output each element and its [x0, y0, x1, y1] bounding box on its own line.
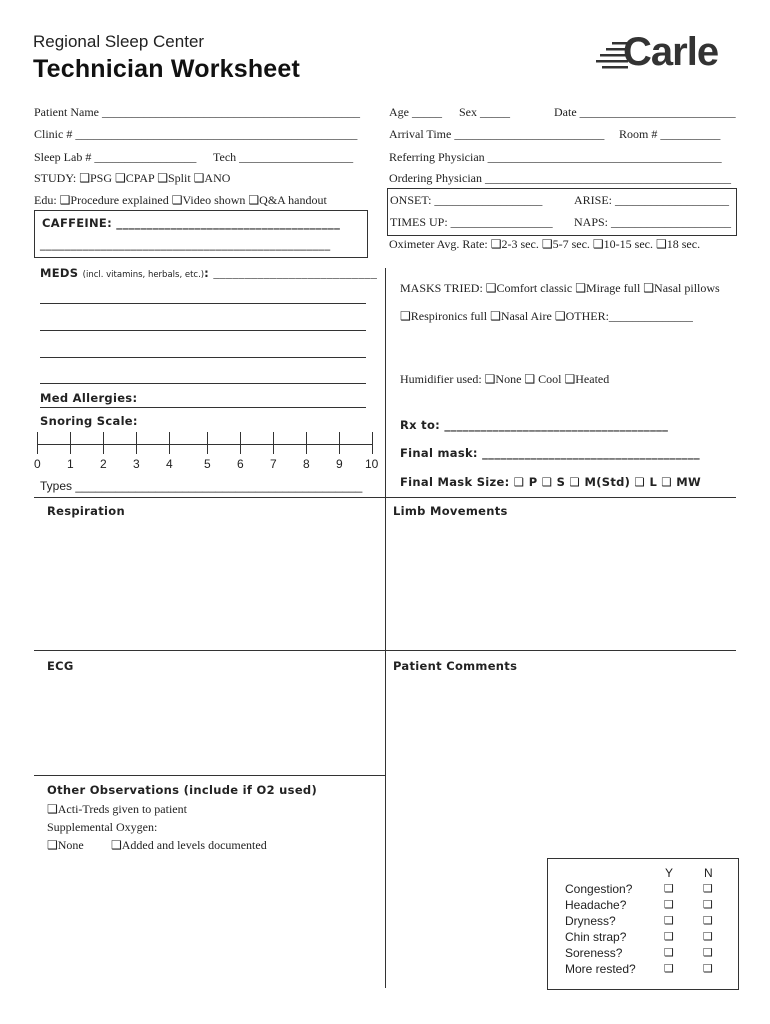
- scale-tick: [306, 432, 307, 454]
- carle-logo: [596, 30, 741, 78]
- room-field[interactable]: Room # __________: [619, 127, 721, 141]
- yes-column-header: Y: [665, 866, 674, 880]
- sex-field[interactable]: Sex _____: [459, 105, 510, 119]
- scale-tick: [103, 432, 104, 454]
- scale-tick: [339, 432, 340, 454]
- page-title: Technician Worksheet: [33, 55, 301, 83]
- patient-comments-heading: Patient Comments: [393, 659, 518, 673]
- logo-text: Carle: [623, 30, 719, 74]
- symptom-label: Congestion?: [565, 882, 633, 896]
- scale-tick: [136, 432, 137, 454]
- symptom-yes-checkbox[interactable]: ❑: [664, 930, 674, 943]
- types-field[interactable]: Types ___________________________________________: [40, 479, 363, 493]
- limb-movements-heading: Limb Movements: [393, 504, 508, 518]
- arrival-time-field[interactable]: Arrival Time _________________________: [389, 127, 605, 141]
- caffeine-line[interactable]: ________________________________________________: [40, 237, 331, 251]
- final-mask-field[interactable]: Final mask: ____________________________________: [400, 446, 700, 460]
- no-column-header: N: [704, 866, 713, 880]
- divider-respiration: [34, 497, 736, 498]
- supplemental-oxygen-label: Supplemental Oxygen:: [47, 820, 158, 834]
- respiration-heading: Respiration: [47, 504, 125, 518]
- humidifier-options[interactable]: Humidifier used: ❑None ❑ Cool ❑Heated: [400, 372, 610, 386]
- center-name: Regional Sleep Center: [33, 32, 205, 51]
- meds-line-2[interactable]: [40, 330, 366, 331]
- divider-ecg: [34, 650, 736, 651]
- scale-tick: [273, 432, 274, 454]
- symptom-label: Chin strap?: [565, 930, 627, 944]
- symptom-label: Dryness?: [565, 914, 616, 928]
- scale-label: 0: [34, 457, 41, 471]
- sleep-lab-field[interactable]: Sleep Lab # _________________: [34, 150, 197, 164]
- meds-label: MEDS (incl. vitamins, herbals, etc.): __________________________: [40, 266, 378, 280]
- ordering-physician-field[interactable]: Ordering Physician _________________________________________: [389, 171, 731, 185]
- scale-tick: [169, 432, 170, 454]
- scale-label: 7: [270, 457, 277, 471]
- symptom-yes-checkbox[interactable]: ❑: [664, 914, 674, 927]
- scale-label: 6: [237, 457, 244, 471]
- tech-field[interactable]: Tech ___________________: [213, 150, 354, 164]
- meds-first-line[interactable]: __________________________: [213, 266, 378, 280]
- oxygen-added-checkbox[interactable]: ❑Added and levels documented: [111, 838, 267, 852]
- symptom-yes-checkbox[interactable]: ❑: [664, 882, 674, 895]
- scale-label: 5: [204, 457, 211, 471]
- other-observations-heading: Other Observations (include if O2 used): [47, 783, 318, 797]
- age-field[interactable]: Age _____: [389, 105, 442, 119]
- scale-label: 8: [303, 457, 310, 471]
- symptom-label: Soreness?: [565, 946, 623, 960]
- arise-field[interactable]: ARISE: ___________________: [574, 193, 730, 207]
- rx-to-field[interactable]: Rx to: _____________________________________: [400, 418, 669, 432]
- symptom-no-checkbox[interactable]: ❑: [703, 962, 713, 975]
- center-divider: [385, 268, 386, 988]
- caffeine-field[interactable]: CAFFEINE: _____________________________________: [42, 216, 341, 230]
- scale-baseline: [37, 444, 373, 445]
- symptom-no-checkbox[interactable]: ❑: [703, 882, 713, 895]
- snoring-scale-label: Snoring Scale:: [40, 414, 138, 428]
- scale-label: 2: [100, 457, 107, 471]
- symptom-no-checkbox[interactable]: ❑: [703, 914, 713, 927]
- scale-label: 9: [336, 457, 343, 471]
- scale-tick: [37, 432, 38, 454]
- acti-treds-checkbox[interactable]: ❑Acti-Treds given to patient: [47, 802, 187, 816]
- symptom-yes-checkbox[interactable]: ❑: [664, 898, 674, 911]
- onset-field[interactable]: ONSET: __________________: [390, 193, 543, 207]
- final-mask-size-options[interactable]: Final Mask Size: ❑ P ❑ S ❑ M(Std) ❑ L ❑ MW: [400, 475, 702, 489]
- symptom-yes-checkbox[interactable]: ❑: [664, 946, 674, 959]
- date-field[interactable]: Date __________________________: [554, 105, 736, 119]
- med-allergies-line[interactable]: [40, 407, 366, 408]
- scale-label: 4: [166, 457, 173, 471]
- symptom-yes-checkbox[interactable]: ❑: [664, 962, 674, 975]
- symptom-no-checkbox[interactable]: ❑: [703, 898, 713, 911]
- clinic-field[interactable]: Clinic # _______________________________________________: [34, 127, 358, 141]
- masks-tried-options-2[interactable]: ❑Respironics full ❑Nasal Aire ❑OTHER:______________: [400, 309, 693, 323]
- times-up-field[interactable]: TIMES UP: _________________: [390, 215, 553, 229]
- referring-physician-field[interactable]: Referring Physician _______________________________________: [389, 150, 722, 164]
- ecg-heading: ECG: [47, 659, 74, 673]
- scale-label: 10: [365, 457, 379, 471]
- masks-tried-options[interactable]: MASKS TRIED: ❑Comfort classic ❑Mirage full ❑Nasal pillows: [400, 281, 720, 295]
- scale-label: 3: [133, 457, 140, 471]
- divider-observations: [34, 775, 386, 776]
- edu-options[interactable]: Edu: ❑Procedure explained ❑Video shown ❑Q&A handout: [34, 193, 327, 207]
- meds-line-1[interactable]: [40, 303, 366, 304]
- scale-tick: [240, 432, 241, 454]
- med-allergies-label: Med Allergies:: [40, 391, 138, 405]
- scale-tick: [70, 432, 71, 454]
- symptom-label: Headache?: [565, 898, 627, 912]
- meds-line-3[interactable]: [40, 357, 366, 358]
- patient-name-field[interactable]: Patient Name ___________________________________________: [34, 105, 360, 119]
- study-options[interactable]: STUDY: ❑PSG ❑CPAP ❑Split ❑ANO: [34, 171, 231, 185]
- scale-tick: [207, 432, 208, 454]
- scale-tick: [372, 432, 373, 454]
- symptom-label: More rested?: [565, 962, 636, 976]
- scale-label: 1: [67, 457, 74, 471]
- symptom-no-checkbox[interactable]: ❑: [703, 930, 713, 943]
- oximeter-options[interactable]: Oximeter Avg. Rate: ❑2-3 sec. ❑5-7 sec. ❑10-15 sec. ❑18 sec.: [389, 237, 701, 251]
- symptom-no-checkbox[interactable]: ❑: [703, 946, 713, 959]
- meds-line-4[interactable]: [40, 383, 366, 384]
- oxygen-none-checkbox[interactable]: ❑None: [47, 838, 84, 852]
- naps-field[interactable]: NAPS: ____________________: [574, 215, 732, 229]
